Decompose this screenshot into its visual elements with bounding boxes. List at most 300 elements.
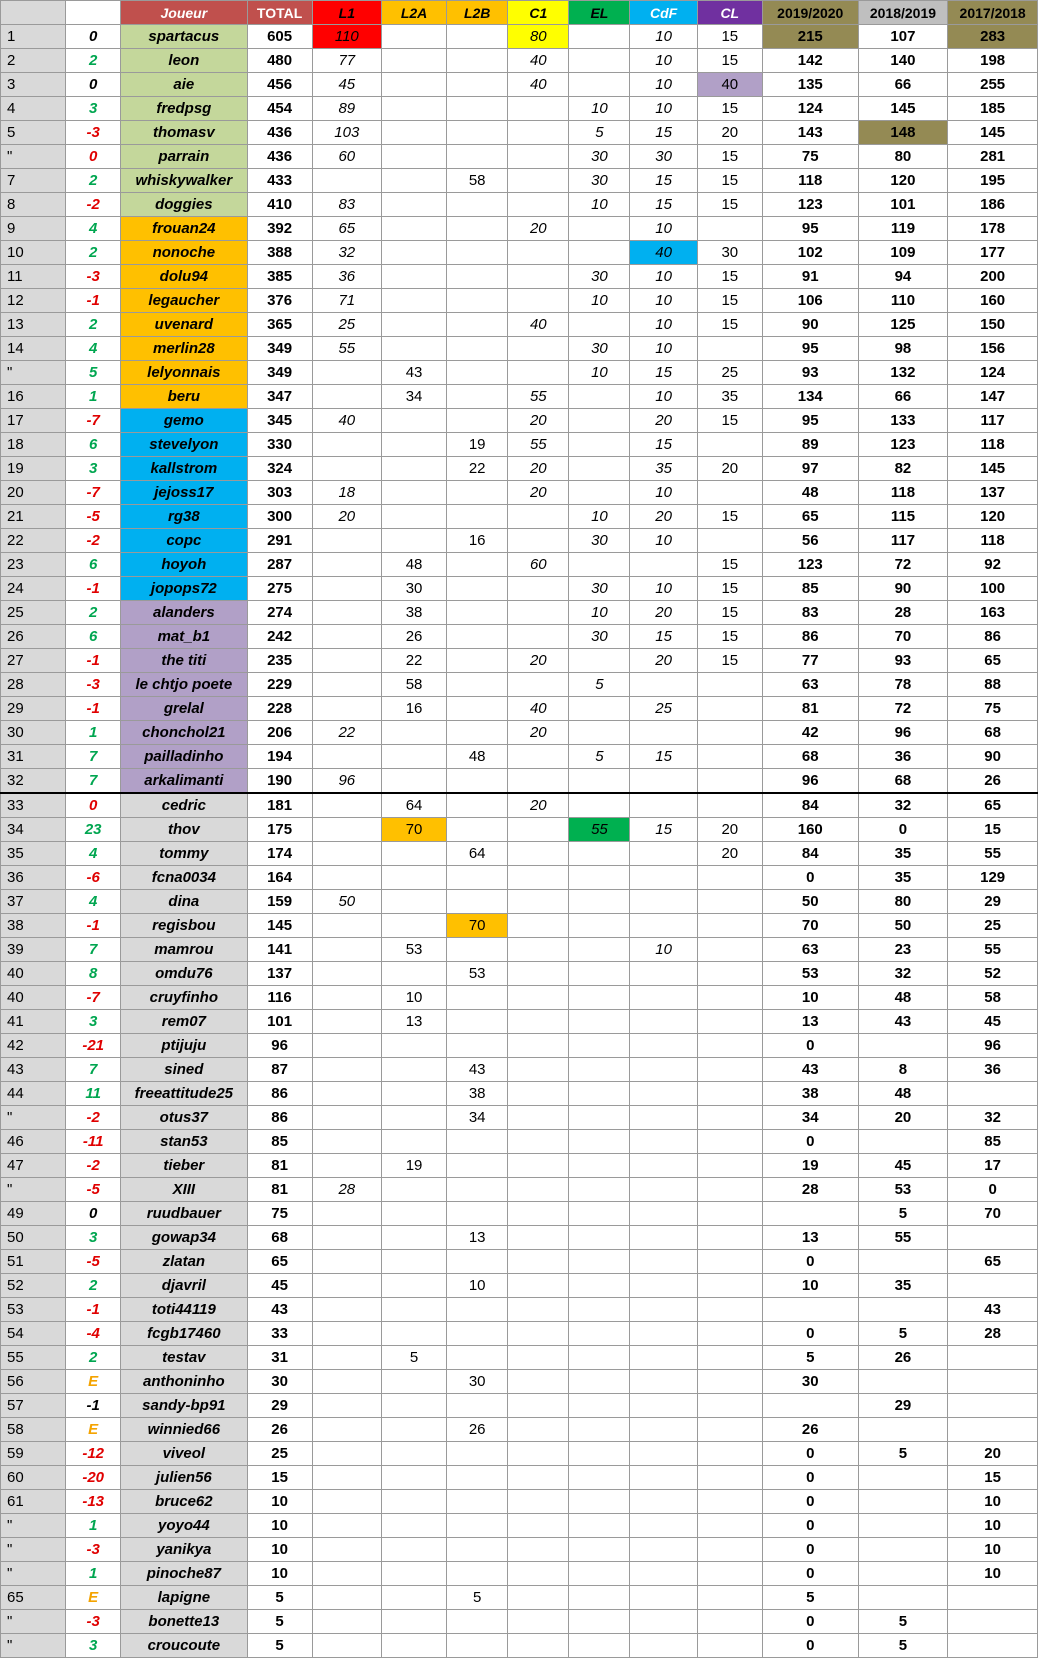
cdf-cell: 15 [630,361,697,385]
cl-cell [697,938,762,962]
player-name-cell: le chtjo poete [121,673,247,697]
l2a-cell [381,914,446,938]
l2b-cell [447,241,508,265]
delta-cell: 3 [66,1634,121,1658]
total-cell: 141 [247,938,312,962]
season-2019-2020-cell: 19 [762,1154,858,1178]
l2a-cell [381,1082,446,1106]
cl-cell [697,1082,762,1106]
table-row [1,1034,1038,1058]
delta-cell: -4 [66,1322,121,1346]
season-2018-2019-cell: 35 [858,1274,948,1298]
player-name-cell: regisbou [121,914,247,938]
delta-cell: -2 [66,1154,121,1178]
el-cell: 30 [569,169,630,193]
season-2017-2018-cell: 55 [948,938,1038,962]
cl-cell [697,890,762,914]
el-cell [569,1274,630,1298]
c1-cell [508,1202,569,1226]
header-cdf: CdF [630,1,697,25]
delta-cell: -21 [66,1034,121,1058]
l2b-cell [447,265,508,289]
delta-cell: 2 [66,1274,121,1298]
c1-cell [508,1010,569,1034]
cdf-cell [630,1466,697,1490]
l2b-cell [447,553,508,577]
l1-cell [312,1394,381,1418]
total-cell: 235 [247,649,312,673]
season-2019-2020-cell: 34 [762,1106,858,1130]
c1-cell [508,1634,569,1658]
l2b-cell: 10 [447,1274,508,1298]
player-name-cell: gemo [121,409,247,433]
table-row [1,73,1038,97]
el-cell: 5 [569,121,630,145]
season-2019-2020-cell: 81 [762,697,858,721]
cdf-cell: 10 [630,289,697,313]
cdf-cell: 15 [630,193,697,217]
total-cell: 29 [247,1394,312,1418]
el-cell [569,385,630,409]
l2b-cell: 38 [447,1082,508,1106]
total-cell: 5 [247,1610,312,1634]
rank-cell: 35 [1,842,66,866]
season-2018-2019-cell: 90 [858,577,948,601]
l2a-cell [381,49,446,73]
table-row [1,289,1038,313]
player-name-cell: hoyoh [121,553,247,577]
season-2019-2020-cell: 0 [762,1130,858,1154]
season-2019-2020-cell: 50 [762,890,858,914]
season-2019-2020-cell: 0 [762,1514,858,1538]
l2a-cell [381,962,446,986]
player-name-cell: copc [121,529,247,553]
el-cell [569,25,630,49]
c1-cell [508,1322,569,1346]
delta-cell: 6 [66,553,121,577]
delta-cell: -3 [66,121,121,145]
rank-cell: 8 [1,193,66,217]
el-cell: 30 [569,145,630,169]
l2b-cell [447,1250,508,1274]
table-row [1,1394,1038,1418]
cl-cell: 15 [697,145,762,169]
season-2018-2019-cell [858,1490,948,1514]
delta-cell: -2 [66,1106,121,1130]
cdf-cell [630,1538,697,1562]
l2b-cell [447,1394,508,1418]
player-name-cell: spartacus [121,25,247,49]
season-2019-2020-cell: 143 [762,121,858,145]
l2a-cell [381,1538,446,1562]
season-2019-2020-cell: 106 [762,289,858,313]
rank-cell: 17 [1,409,66,433]
player-name-cell: pinoche87 [121,1562,247,1586]
total-cell: 137 [247,962,312,986]
header-2017-2018: 2017/2018 [948,1,1038,25]
cdf-cell [630,914,697,938]
season-2019-2020-cell: 123 [762,193,858,217]
l2a-cell [381,1442,446,1466]
season-2018-2019-cell: 101 [858,193,948,217]
player-name-cell: merlin28 [121,337,247,361]
el-cell [569,1490,630,1514]
l1-cell [312,457,381,481]
l1-cell [312,625,381,649]
cdf-cell: 20 [630,601,697,625]
rank-cell: 34 [1,818,66,842]
delta-cell: -1 [66,914,121,938]
table-row [1,1082,1038,1106]
season-2017-2018-cell [948,1394,1038,1418]
l2b-cell: 64 [447,842,508,866]
season-2018-2019-cell: 45 [858,1154,948,1178]
player-name-cell: fredpsg [121,97,247,121]
c1-cell [508,938,569,962]
rank-cell: 22 [1,529,66,553]
l2b-cell [447,409,508,433]
season-2018-2019-cell: 66 [858,73,948,97]
season-2018-2019-cell: 43 [858,1010,948,1034]
c1-cell: 80 [508,25,569,49]
el-cell [569,433,630,457]
total-cell: 116 [247,986,312,1010]
l2b-cell [447,385,508,409]
season-2018-2019-cell: 5 [858,1322,948,1346]
l1-cell [312,866,381,890]
season-2017-2018-cell: 43 [948,1298,1038,1322]
season-2017-2018-cell: 0 [948,1178,1038,1202]
season-2019-2020-cell: 118 [762,169,858,193]
season-2017-2018-cell: 117 [948,409,1038,433]
season-2017-2018-cell [948,1226,1038,1250]
cdf-cell [630,1106,697,1130]
cdf-cell [630,1586,697,1610]
c1-cell: 40 [508,73,569,97]
el-cell [569,481,630,505]
l2b-cell [447,1610,508,1634]
cl-cell [697,1010,762,1034]
rank-cell: 58 [1,1418,66,1442]
total-cell: 242 [247,625,312,649]
rank-cell: 12 [1,289,66,313]
season-2017-2018-cell: 124 [948,361,1038,385]
season-2018-2019-cell: 53 [858,1178,948,1202]
c1-cell [508,601,569,625]
cl-cell [697,1418,762,1442]
season-2018-2019-cell [858,1538,948,1562]
season-2018-2019-cell: 72 [858,697,948,721]
table-row [1,25,1038,49]
el-cell [569,890,630,914]
season-2017-2018-cell: 10 [948,1514,1038,1538]
header-total: TOTAL [247,1,312,25]
delta-cell: 0 [66,1202,121,1226]
cdf-cell: 15 [630,625,697,649]
total-cell: 433 [247,169,312,193]
player-name-cell: lapigne [121,1586,247,1610]
el-cell [569,914,630,938]
l2b-cell [447,1562,508,1586]
season-2019-2020-cell: 95 [762,409,858,433]
delta-cell: -20 [66,1466,121,1490]
total-cell: 347 [247,385,312,409]
total-cell: 87 [247,1058,312,1082]
season-2018-2019-cell: 117 [858,529,948,553]
l2b-cell [447,601,508,625]
total-cell: 190 [247,769,312,794]
cdf-cell: 15 [630,433,697,457]
l2b-cell: 48 [447,745,508,769]
table-row [1,433,1038,457]
c1-cell [508,1586,569,1610]
delta-cell: -1 [66,289,121,313]
table-row [1,1538,1038,1562]
season-2017-2018-cell: 120 [948,505,1038,529]
delta-cell: 1 [66,1514,121,1538]
delta-cell: 1 [66,1562,121,1586]
player-name-cell: omdu76 [121,962,247,986]
rank-cell: 1 [1,25,66,49]
cl-cell [697,673,762,697]
l2b-cell [447,73,508,97]
cl-cell [697,1634,762,1658]
season-2017-2018-cell [948,1370,1038,1394]
l1-cell: 50 [312,890,381,914]
l2b-cell [447,721,508,745]
season-2018-2019-cell [858,1514,948,1538]
total-cell: 206 [247,721,312,745]
el-cell [569,986,630,1010]
season-2017-2018-cell: 55 [948,842,1038,866]
l2a-cell [381,721,446,745]
total-cell: 75 [247,1202,312,1226]
player-name-cell: bonette13 [121,1610,247,1634]
l1-cell [312,1298,381,1322]
cdf-cell: 10 [630,938,697,962]
l2a-cell [381,265,446,289]
total-cell: 15 [247,1466,312,1490]
table-row [1,1514,1038,1538]
l2a-cell [381,1466,446,1490]
total-cell: 96 [247,1034,312,1058]
cl-cell [697,1490,762,1514]
c1-cell [508,241,569,265]
cdf-cell: 10 [630,217,697,241]
header-joueur: Joueur [121,1,247,25]
rank-cell: " [1,1538,66,1562]
total-cell: 159 [247,890,312,914]
l1-cell [312,1346,381,1370]
table-row [1,1130,1038,1154]
cl-cell: 40 [697,73,762,97]
season-2019-2020-cell: 97 [762,457,858,481]
l2a-cell: 70 [381,818,446,842]
c1-cell [508,1178,569,1202]
cdf-cell [630,1562,697,1586]
header-row [1,1,1038,25]
season-2019-2020-cell: 0 [762,1490,858,1514]
c1-cell: 20 [508,721,569,745]
cdf-cell [630,1058,697,1082]
c1-cell [508,866,569,890]
c1-cell [508,1298,569,1322]
cl-cell [697,1394,762,1418]
season-2019-2020-cell [762,1298,858,1322]
c1-cell [508,289,569,313]
l1-cell: 36 [312,265,381,289]
table-row [1,1490,1038,1514]
player-name-cell: dolu94 [121,265,247,289]
total-cell: 300 [247,505,312,529]
season-2018-2019-cell: 20 [858,1106,948,1130]
rank-cell: 32 [1,769,66,794]
l2b-cell [447,1514,508,1538]
rank-cell: 36 [1,866,66,890]
season-2017-2018-cell: 283 [948,25,1038,49]
delta-cell: -5 [66,1250,121,1274]
table-row [1,1586,1038,1610]
season-2019-2020-cell: 0 [762,1562,858,1586]
cl-cell: 15 [697,193,762,217]
season-2019-2020-cell: 63 [762,938,858,962]
c1-cell [508,986,569,1010]
el-cell [569,1538,630,1562]
table-row [1,938,1038,962]
season-2019-2020-cell: 63 [762,673,858,697]
table-row [1,1202,1038,1226]
total-cell: 68 [247,1226,312,1250]
player-name-cell: frouan24 [121,217,247,241]
delta-cell: -5 [66,1178,121,1202]
season-2019-2020-cell: 65 [762,505,858,529]
player-name-cell: chonchol21 [121,721,247,745]
cdf-cell [630,1082,697,1106]
table-row [1,145,1038,169]
table-row [1,842,1038,866]
rank-cell: 4 [1,97,66,121]
l2a-cell [381,529,446,553]
delta-cell: 3 [66,457,121,481]
season-2019-2020-cell: 215 [762,25,858,49]
rank-cell: 10 [1,241,66,265]
season-2017-2018-cell: 177 [948,241,1038,265]
rank-cell: 46 [1,1130,66,1154]
el-cell [569,1010,630,1034]
cl-cell [697,481,762,505]
season-2019-2020-cell: 48 [762,481,858,505]
cdf-cell: 10 [630,265,697,289]
l2a-cell [381,289,446,313]
total-cell: 345 [247,409,312,433]
rank-cell: 26 [1,625,66,649]
c1-cell [508,1346,569,1370]
table-row [1,457,1038,481]
el-cell: 10 [569,601,630,625]
l1-cell [312,1538,381,1562]
cl-cell [697,1346,762,1370]
el-cell [569,1634,630,1658]
total-cell: 81 [247,1178,312,1202]
l1-cell [312,745,381,769]
delta-cell: E [66,1586,121,1610]
el-cell [569,793,630,818]
total-cell: 164 [247,866,312,890]
cdf-cell [630,1346,697,1370]
rank-cell: 33 [1,793,66,818]
season-2018-2019-cell: 0 [858,818,948,842]
l2a-cell: 22 [381,649,446,673]
season-2017-2018-cell: 96 [948,1034,1038,1058]
c1-cell: 20 [508,457,569,481]
season-2019-2020-cell: 134 [762,385,858,409]
l2a-cell: 26 [381,625,446,649]
table-row [1,914,1038,938]
player-name-cell: dina [121,890,247,914]
player-name-cell: lelyonnais [121,361,247,385]
table-row [1,1466,1038,1490]
cdf-cell [630,1490,697,1514]
c1-cell [508,625,569,649]
l2a-cell [381,193,446,217]
l2a-cell: 38 [381,601,446,625]
l2b-cell [447,697,508,721]
delta-cell: -3 [66,673,121,697]
season-2018-2019-cell: 94 [858,265,948,289]
delta-cell: E [66,1418,121,1442]
l2a-cell [381,1634,446,1658]
l1-cell: 55 [312,337,381,361]
season-2018-2019-cell [858,1418,948,1442]
l2a-cell [381,241,446,265]
el-cell [569,1466,630,1490]
l2a-cell [381,1514,446,1538]
l2a-cell: 48 [381,553,446,577]
l1-cell: 45 [312,73,381,97]
l2b-cell [447,1634,508,1658]
el-cell [569,409,630,433]
rank-cell: " [1,1514,66,1538]
player-name-cell: freeattitude25 [121,1082,247,1106]
player-name-cell: parrain [121,145,247,169]
season-2017-2018-cell [948,1634,1038,1658]
el-cell [569,49,630,73]
player-name-cell: croucoute [121,1634,247,1658]
rank-cell: 40 [1,986,66,1010]
season-2019-2020-cell: 0 [762,1034,858,1058]
l2a-cell [381,1178,446,1202]
cdf-cell [630,721,697,745]
l2a-cell: 16 [381,697,446,721]
season-2018-2019-cell: 118 [858,481,948,505]
cl-cell: 15 [697,649,762,673]
delta-cell: 23 [66,818,121,842]
season-2018-2019-cell [858,1586,948,1610]
cdf-cell [630,1610,697,1634]
c1-cell [508,1082,569,1106]
total-cell: 291 [247,529,312,553]
c1-cell [508,121,569,145]
season-2018-2019-cell [858,1034,948,1058]
delta-cell: -3 [66,1610,121,1634]
el-cell [569,1250,630,1274]
cl-cell [697,1274,762,1298]
season-2018-2019-cell: 48 [858,986,948,1010]
total-cell: 5 [247,1634,312,1658]
cl-cell: 30 [697,241,762,265]
season-2017-2018-cell: 92 [948,553,1038,577]
season-2018-2019-cell: 148 [858,121,948,145]
